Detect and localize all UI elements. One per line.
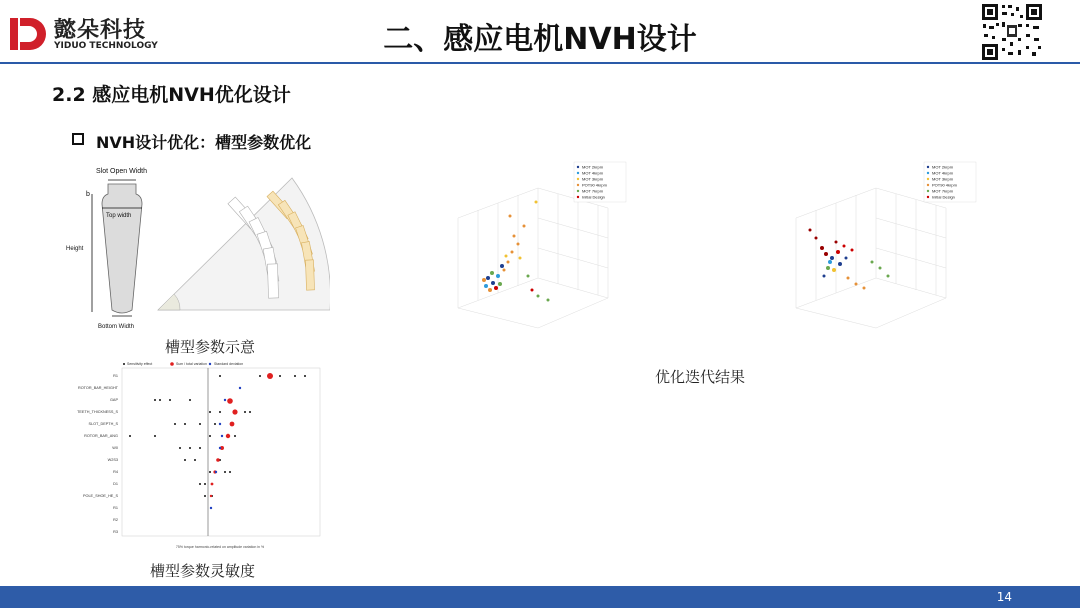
svg-text:R4: R4	[113, 470, 118, 474]
svg-text:MOT 2krpm: MOT 2krpm	[932, 164, 954, 170]
svg-text:Standard deviation: Standard deviation	[214, 362, 244, 367]
page-number: 14	[996, 590, 1012, 604]
svg-text:Sum / total variation: Sum / total variation	[176, 362, 207, 367]
caption-sensitivity: 槽型参数灵敏度	[150, 562, 256, 580]
svg-text:SLOT_DEPTH_S: SLOT_DEPTH_S	[88, 422, 118, 426]
legend-right	[924, 162, 976, 202]
bullet-text: NVH设计优化：槽型参数优化	[96, 133, 312, 152]
sensitivity-figure	[60, 358, 330, 554]
svg-text:POT90 4krpm: POT90 4krpm	[932, 182, 957, 188]
label-bottom-width: Bottom Width	[98, 324, 135, 330]
legend-left	[574, 162, 626, 202]
svg-text:MOT 4krpm: MOT 4krpm	[932, 170, 954, 176]
svg-text:MOT 4krpm: MOT 4krpm	[582, 170, 604, 176]
section-heading: 2.2 感应电机NVH优化设计	[52, 84, 291, 106]
label-top-width: Top width	[106, 213, 132, 219]
svg-text:R2: R2	[113, 518, 118, 522]
svg-text:MOT 2krpm: MOT 2krpm	[582, 164, 604, 170]
svg-text:Initial Design: Initial Design	[582, 194, 605, 200]
bullet-square-icon	[72, 133, 84, 145]
svg-text:TEETH_THICKNESS_S: TEETH_THICKNESS_S	[77, 410, 118, 414]
qr-code-icon	[980, 2, 1044, 62]
sensitivity-legend	[123, 362, 243, 366]
footer-bar	[0, 586, 1080, 608]
svg-text:D1: D1	[113, 482, 118, 486]
scatter-3d-left	[448, 158, 644, 346]
svg-text:POLE_SHOE_HE_S: POLE_SHOE_HE_S	[82, 494, 118, 498]
svg-text:ROTOR_BAR_ANG: ROTOR_BAR_ANG	[84, 434, 118, 438]
svg-text:R1: R1	[113, 506, 118, 510]
svg-text:R1: R1	[113, 374, 118, 378]
label-b: b	[86, 191, 90, 198]
page-title: 二、感应电机NVH设计	[383, 22, 697, 57]
caption-iteration-results: 优化迭代结果	[655, 368, 746, 386]
svg-text:MOT 3krpm: MOT 3krpm	[932, 176, 954, 182]
caption-slot-schematic: 槽型参数示意	[165, 338, 256, 356]
slot-schematic-figure	[62, 160, 330, 332]
svg-text:MOT 7krpm: MOT 7krpm	[582, 188, 604, 194]
svg-text:W0: W0	[112, 446, 118, 450]
logo-company-english: YIDUO TECHNOLOGY	[54, 41, 158, 51]
svg-text:Initial Design: Initial Design	[932, 194, 955, 200]
scatter-3d-right	[786, 158, 982, 346]
svg-text:Sensitivity effect: Sensitivity effect	[127, 362, 153, 367]
svg-text:GAP: GAP	[109, 398, 118, 402]
logo-company-name: 懿朵科技	[54, 18, 147, 43]
label-slot-open: Slot Open Width	[96, 168, 147, 175]
header-divider	[0, 62, 1080, 64]
label-height: Height	[66, 246, 84, 252]
sensitivity-xlabel: 75% torque harmonic-related on amplitude variation in %	[175, 545, 265, 549]
svg-text:R3: R3	[113, 530, 118, 534]
svg-text:W2S3: W2S3	[107, 458, 118, 462]
svg-text:POT90 4krpm: POT90 4krpm	[582, 182, 607, 188]
svg-text:ROTOR_BAR_HEIGHT: ROTOR_BAR_HEIGHT	[77, 386, 118, 390]
svg-text:MOT 3krpm: MOT 3krpm	[582, 176, 604, 182]
svg-text:MOT 7krpm: MOT 7krpm	[932, 188, 954, 194]
